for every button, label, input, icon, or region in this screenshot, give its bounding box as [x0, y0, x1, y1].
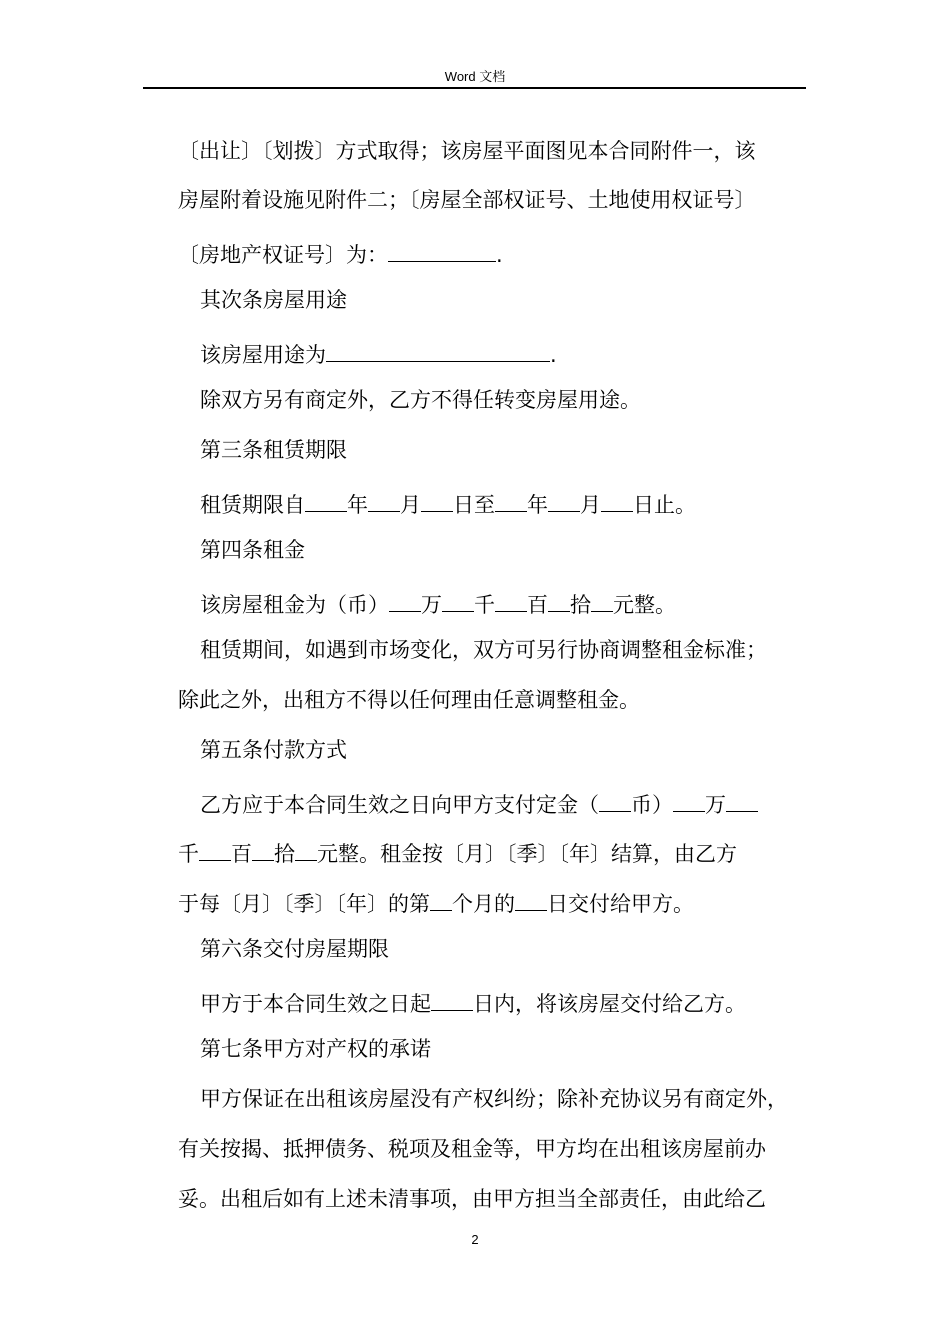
blank-field	[368, 490, 400, 512]
text-line: 租赁期限自 年 月 日至 年 月 日止。	[200, 490, 696, 516]
text-line: 该房屋租金为（币） 万 千 百 拾 元整。	[200, 590, 676, 616]
blank-field	[495, 590, 527, 612]
text-line: 房屋附着设施见附件二；〔房屋全部权证号、土地使用权证号〕	[178, 188, 756, 212]
text-line: 有关按揭、抵押债务、税项及租金等，甲方均在出租该房屋前办	[178, 1137, 766, 1161]
text-line: 于每〔月〕〔季〕〔年〕的第 个月的 日交付给甲方。	[178, 889, 694, 915]
text-line: 该房屋用途为 .	[200, 340, 557, 366]
blank-field	[305, 490, 347, 512]
text-line: 〔出让〕〔划拨〕方式取得；该房屋平面图见本合同附件一，该	[178, 139, 756, 163]
blank-field	[295, 839, 317, 861]
page-number: 2	[471, 1232, 479, 1247]
article-heading: 第四条租金	[200, 538, 305, 562]
text-line: 除此之外，出租方不得以任何理由任意调整租金。	[178, 688, 640, 712]
text-line: 甲方保证在出租该房屋没有产权纠纷；除补充协议另有商定外，	[200, 1087, 788, 1111]
text-line: 〔房地产权证号〕为： .	[178, 240, 503, 266]
blank-field	[421, 490, 453, 512]
page-header: Word 文档	[444, 69, 506, 84]
blank-field	[673, 790, 705, 812]
blank-field	[591, 590, 613, 612]
blank-field	[726, 790, 758, 812]
text-line: 乙方应于本合同生效之日向甲方支付定金（ 币） 万	[200, 790, 758, 816]
blank-field	[599, 790, 631, 812]
article-heading: 第六条交付房屋期限	[200, 937, 389, 961]
header-rule	[143, 87, 806, 89]
blank-field	[431, 989, 473, 1011]
blank-field	[199, 839, 231, 861]
blank-field	[442, 590, 474, 612]
blank-field	[495, 490, 527, 512]
text-line: 租赁期间，如遇到市场变化，双方可另行协商调整租金标准；	[200, 638, 767, 662]
blank-field	[601, 490, 633, 512]
text-line: 除双方另有商定外，乙方不得任转变房屋用途。	[200, 388, 641, 412]
blank-field	[326, 340, 550, 362]
blank-field	[515, 889, 547, 911]
blank-field	[430, 889, 452, 911]
blank-field	[548, 490, 580, 512]
blank-field	[389, 590, 421, 612]
article-heading: 第七条甲方对产权的承诺	[200, 1037, 431, 1061]
blank-field	[252, 839, 274, 861]
blank-field	[388, 240, 496, 262]
article-heading: 第三条租赁期限	[200, 438, 347, 462]
text-line: 千 百 拾 元整。租金按〔月〕〔季〕〔年〕结算，由乙方	[178, 839, 737, 865]
text-line: 甲方于本合同生效之日起 日内，将该房屋交付给乙方。	[200, 989, 746, 1015]
article-heading: 第五条付款方式	[200, 738, 347, 762]
blank-field	[548, 590, 570, 612]
article-heading: 其次条房屋用途	[200, 288, 347, 312]
text-line: 妥。出租后如有上述未清事项，由甲方担当全部责任，由此给乙	[178, 1187, 766, 1211]
